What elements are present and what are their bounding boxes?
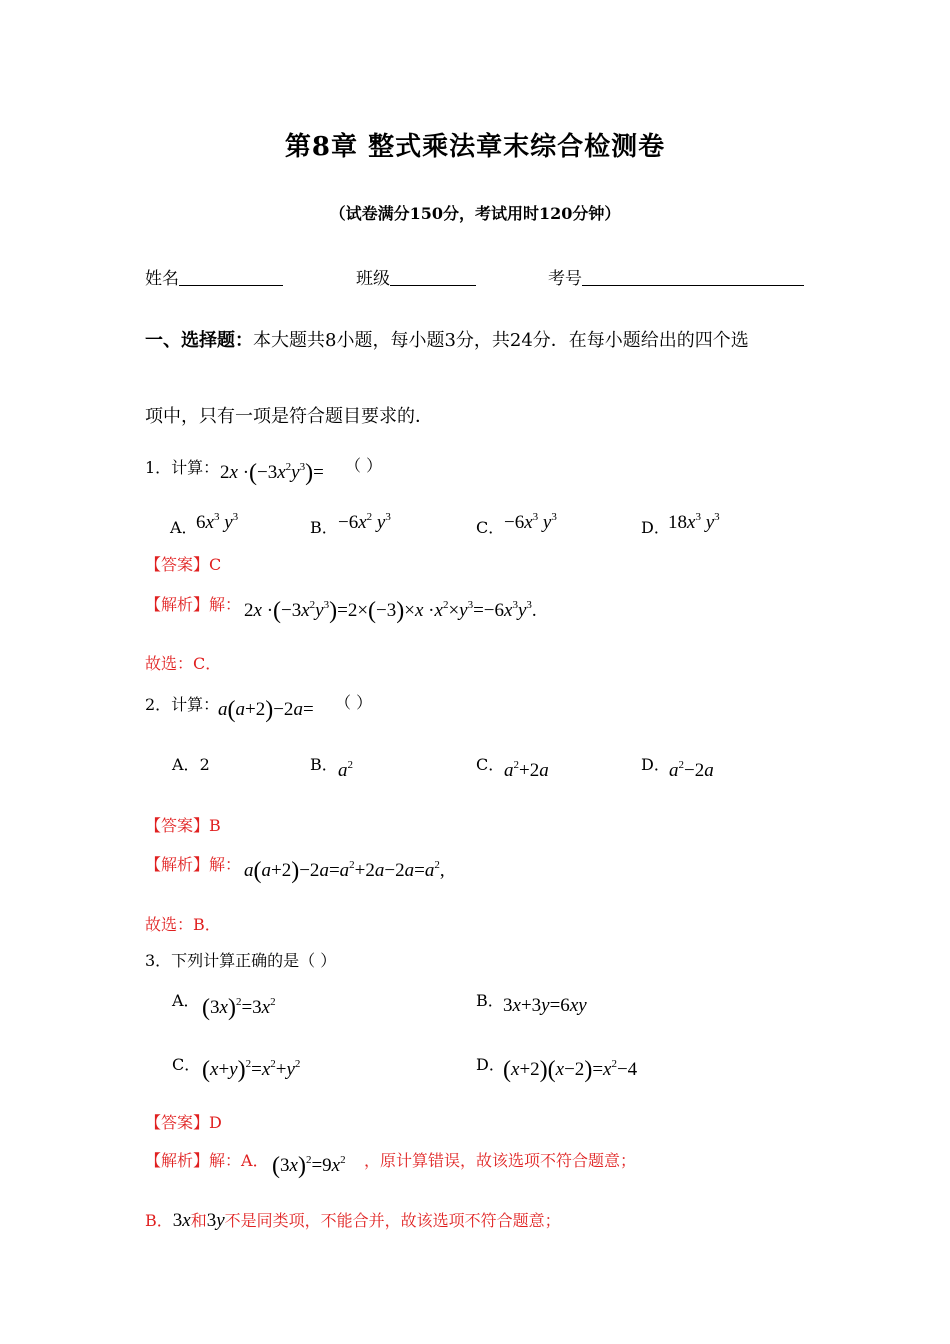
q3-option-b: 3x+3y=6xy <box>503 995 587 1016</box>
q2-analysis-tag: 【解析】 <box>145 855 210 874</box>
q3-option-d: $(x+2)(x-2)=x^2-4$ <box>503 1057 638 1083</box>
q2-answer-value: B <box>209 816 221 835</box>
class-field <box>356 264 476 289</box>
number-underline <box>582 269 804 286</box>
q3-analysis-b-lead: B． <box>145 1211 173 1230</box>
q3-analysis <box>145 1148 269 1171</box>
q3-analysis-b-term1: 3x <box>172 1210 191 1231</box>
q2-option-a-label <box>172 752 210 775</box>
section-label: 一、选择题： <box>145 330 253 351</box>
q3-analysis-lead: 解：A． <box>209 1151 269 1170</box>
q3-answer-tag: 【答案】 <box>145 1113 210 1132</box>
section-desc-line2: 项中，只有一项是符合题目要求的． <box>145 406 433 427</box>
q2-paren: （ ） <box>335 693 373 712</box>
q3-analysis-tag: 【解析】 <box>145 1151 210 1170</box>
q2-option-d: $a^2-2a$ <box>669 759 714 781</box>
q3-analysis-b-tail: 不是同类项，不能合并，故该选项不符合题意； <box>224 1211 561 1230</box>
q2-option-a-value: 2 <box>199 755 210 774</box>
q2-option-c: $a^2+2a$ <box>504 759 549 781</box>
q2-option-d-label: D． <box>641 755 670 774</box>
q3-answer <box>145 1110 222 1133</box>
q1-answer <box>145 552 221 575</box>
q1-option-d-label: D． <box>641 518 670 537</box>
q1-option-a: $6x^3$ $y^3$ <box>196 511 239 533</box>
q2-expression: a(a+2)−2a= <box>218 697 314 723</box>
name-field <box>145 264 283 289</box>
q2-analysis <box>145 852 241 875</box>
q2-conclusion: 故选：B． <box>145 915 221 934</box>
name-underline <box>179 269 283 286</box>
q2-option-c-label: C． <box>476 755 505 774</box>
q3-answer-value: D <box>209 1113 222 1132</box>
q1-option-b-label: B． <box>310 518 338 537</box>
q1-option-d: $18x^3$ $y^3$ <box>668 511 720 533</box>
q3-prompt: 3．下列计算正确的是（ ） <box>145 951 337 970</box>
q1-option-b: $-6x^2$ $y^3$ <box>338 511 391 533</box>
q3-option-b-label: B． <box>476 991 504 1010</box>
q1-answer-value: C <box>209 555 222 574</box>
q3-option-d-label: D． <box>476 1055 505 1074</box>
q3-analysis-a-expression: $(3x)^2=9x^2$ <box>272 1153 346 1179</box>
q1-prompt: 1．计算： <box>145 458 220 477</box>
number-label: 考号 <box>548 269 582 289</box>
q1-option-a-label: A． <box>170 518 198 537</box>
section-heading <box>145 326 749 352</box>
q2-prompt: 2．计算： <box>145 695 220 714</box>
page-title: 第8章 整式乘法章末综合检测卷 <box>284 132 666 162</box>
q3-analysis-b-term2: 3y <box>206 1210 225 1231</box>
q2-solution: $a(a+2)-2a=a^2+2a-2a=a^2$, <box>244 858 445 884</box>
q2-option-b: $a^2$ <box>338 759 353 781</box>
q1-expression: $2x \cdot(-3x^2y^3)=$ <box>220 460 324 486</box>
name-label: 姓名 <box>145 269 179 289</box>
q2-answer-tag: 【答案】 <box>145 816 210 835</box>
q2-answer <box>145 813 221 836</box>
q3-option-a-label: A． <box>172 991 200 1010</box>
q1-analysis <box>145 592 241 615</box>
q3-analysis-b <box>145 1208 561 1232</box>
q1-option-c-label: C． <box>476 518 505 537</box>
q3-analysis-b-and: 和 <box>190 1211 207 1230</box>
q3-option-a: $(3x)^2=3x^2$ <box>202 995 276 1021</box>
q3-option-c: $(x+y)^2=x^2+y^2$ <box>202 1057 301 1083</box>
q1-analysis-tag: 【解析】 <box>145 595 210 614</box>
class-underline <box>390 269 476 286</box>
section-desc-line1: 本大题共8小题，每小题3分，共24分．在每小题给出的四个选 <box>253 330 749 351</box>
class-label: 班级 <box>356 269 390 289</box>
q2-option-b-label: B． <box>310 755 338 774</box>
q2-analysis-lead: 解： <box>209 855 242 874</box>
number-field <box>548 264 804 289</box>
q1-answer-tag: 【答案】 <box>145 555 210 574</box>
q2-option-a-letter: A． <box>172 755 200 774</box>
q1-conclusion: 故选：C． <box>145 654 222 673</box>
q1-solution: $2x \cdot(-3x^2y^3)=2\times(-3)\times x \cdot x^2\times y^3=-6x^3y^3$. <box>244 598 537 624</box>
q1-option-c: $-6x^3$ $y^3$ <box>504 511 557 533</box>
page-subtitle: （试卷满分150分，考试用时120分钟） <box>329 204 621 223</box>
q3-option-c-label: C． <box>172 1055 201 1074</box>
q1-analysis-lead: 解： <box>209 595 242 614</box>
q1-paren: （ ） <box>345 456 383 475</box>
q3-analysis-a-tail: ，原计算错误，故该选项不符合题意； <box>364 1151 637 1170</box>
